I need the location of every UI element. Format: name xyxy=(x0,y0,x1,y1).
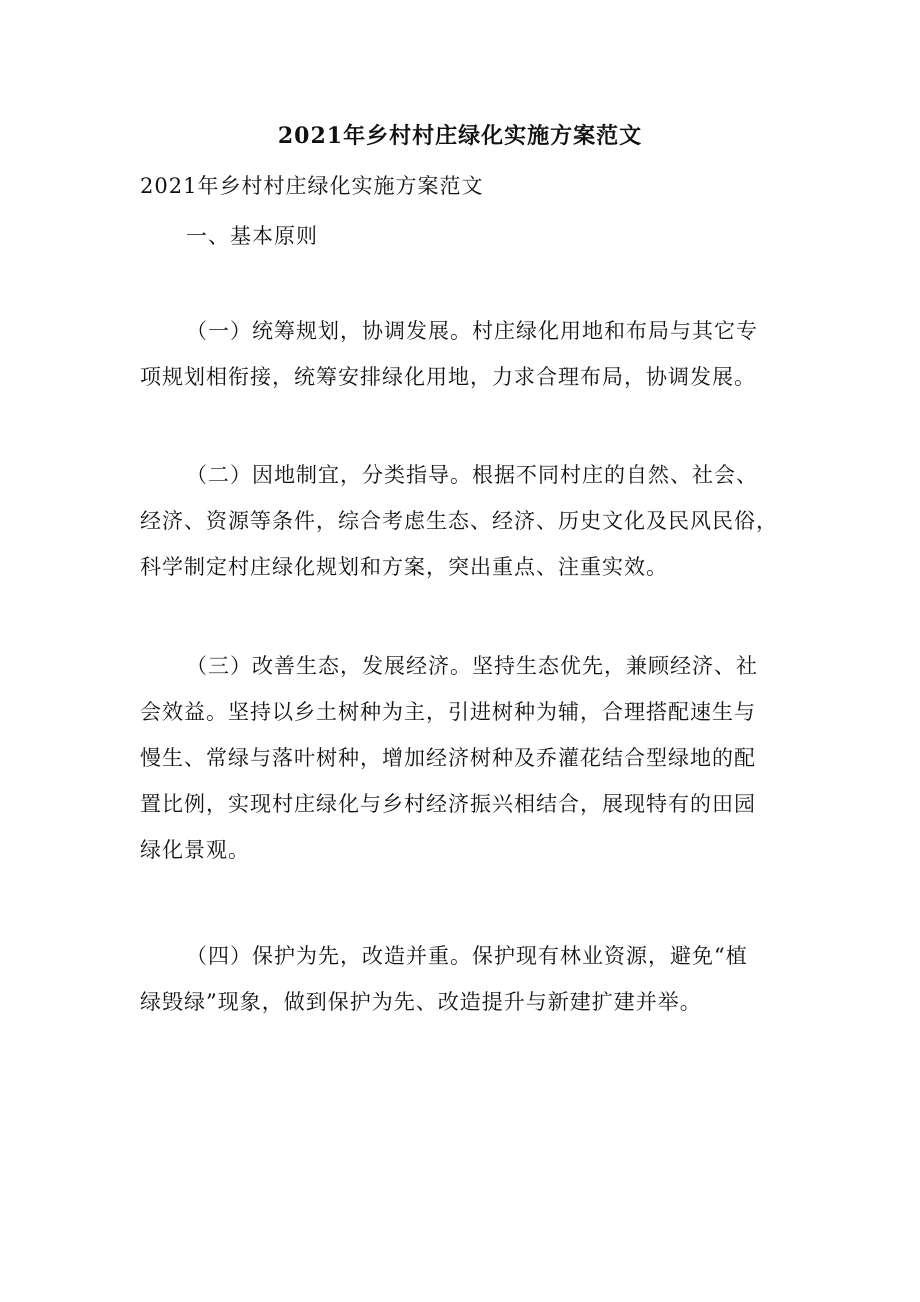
paragraph-line: （四）保护为先，改造并重。保护现有林业资源，避免“植 xyxy=(186,944,748,968)
paragraph-line: （三）改善生态，发展经济。坚持生态优先，兼顾经济、社 xyxy=(186,654,758,678)
paragraph-line: 绿毁绿”现象，做到保护为先、改造提升与新建扩建并举。 xyxy=(140,990,702,1014)
document-title: 2021年乡村村庄绿化实施方案范文 xyxy=(277,123,643,149)
paragraph-line: 科学制定村庄绿化规划和方案，突出重点、注重实效。 xyxy=(140,555,668,579)
paragraph-4 xyxy=(140,933,800,1025)
paragraph-line: （二）因地制宜，分类指导。根据不同村庄的自然、社会、 xyxy=(186,463,758,487)
paragraph-line: 绿化景观。 xyxy=(140,838,250,862)
paragraph-2 xyxy=(140,452,800,590)
paragraph-line: 置比例，实现村庄绿化与乡村经济振兴相结合，展现特有的田园 xyxy=(140,792,756,816)
paragraph-line: 经济、资源等条件，综合考虑生态、经济、历史文化及民风民俗， xyxy=(140,509,778,533)
paragraph-line: （一）统筹规划，协调发展。村庄绿化用地和布局与其它专 xyxy=(186,319,758,343)
paragraph-line: 会效益。坚持以乡土树种为主，引进树种为辅，合理搭配速生与 xyxy=(140,700,756,724)
paragraph-3 xyxy=(140,643,800,873)
document-subtitle: 2021年乡村村庄绿化实施方案范文 xyxy=(140,174,484,198)
section-heading: 一、基本原则 xyxy=(186,224,318,248)
paragraph-line: 慢生、常绿与落叶树种，增加经济树种及乔灌花结合型绿地的配 xyxy=(140,746,756,770)
paragraph-1 xyxy=(140,308,800,400)
paragraph-line: 项规划相衔接，统筹安排绿化用地，力求合理布局，协调发展。 xyxy=(140,365,756,389)
